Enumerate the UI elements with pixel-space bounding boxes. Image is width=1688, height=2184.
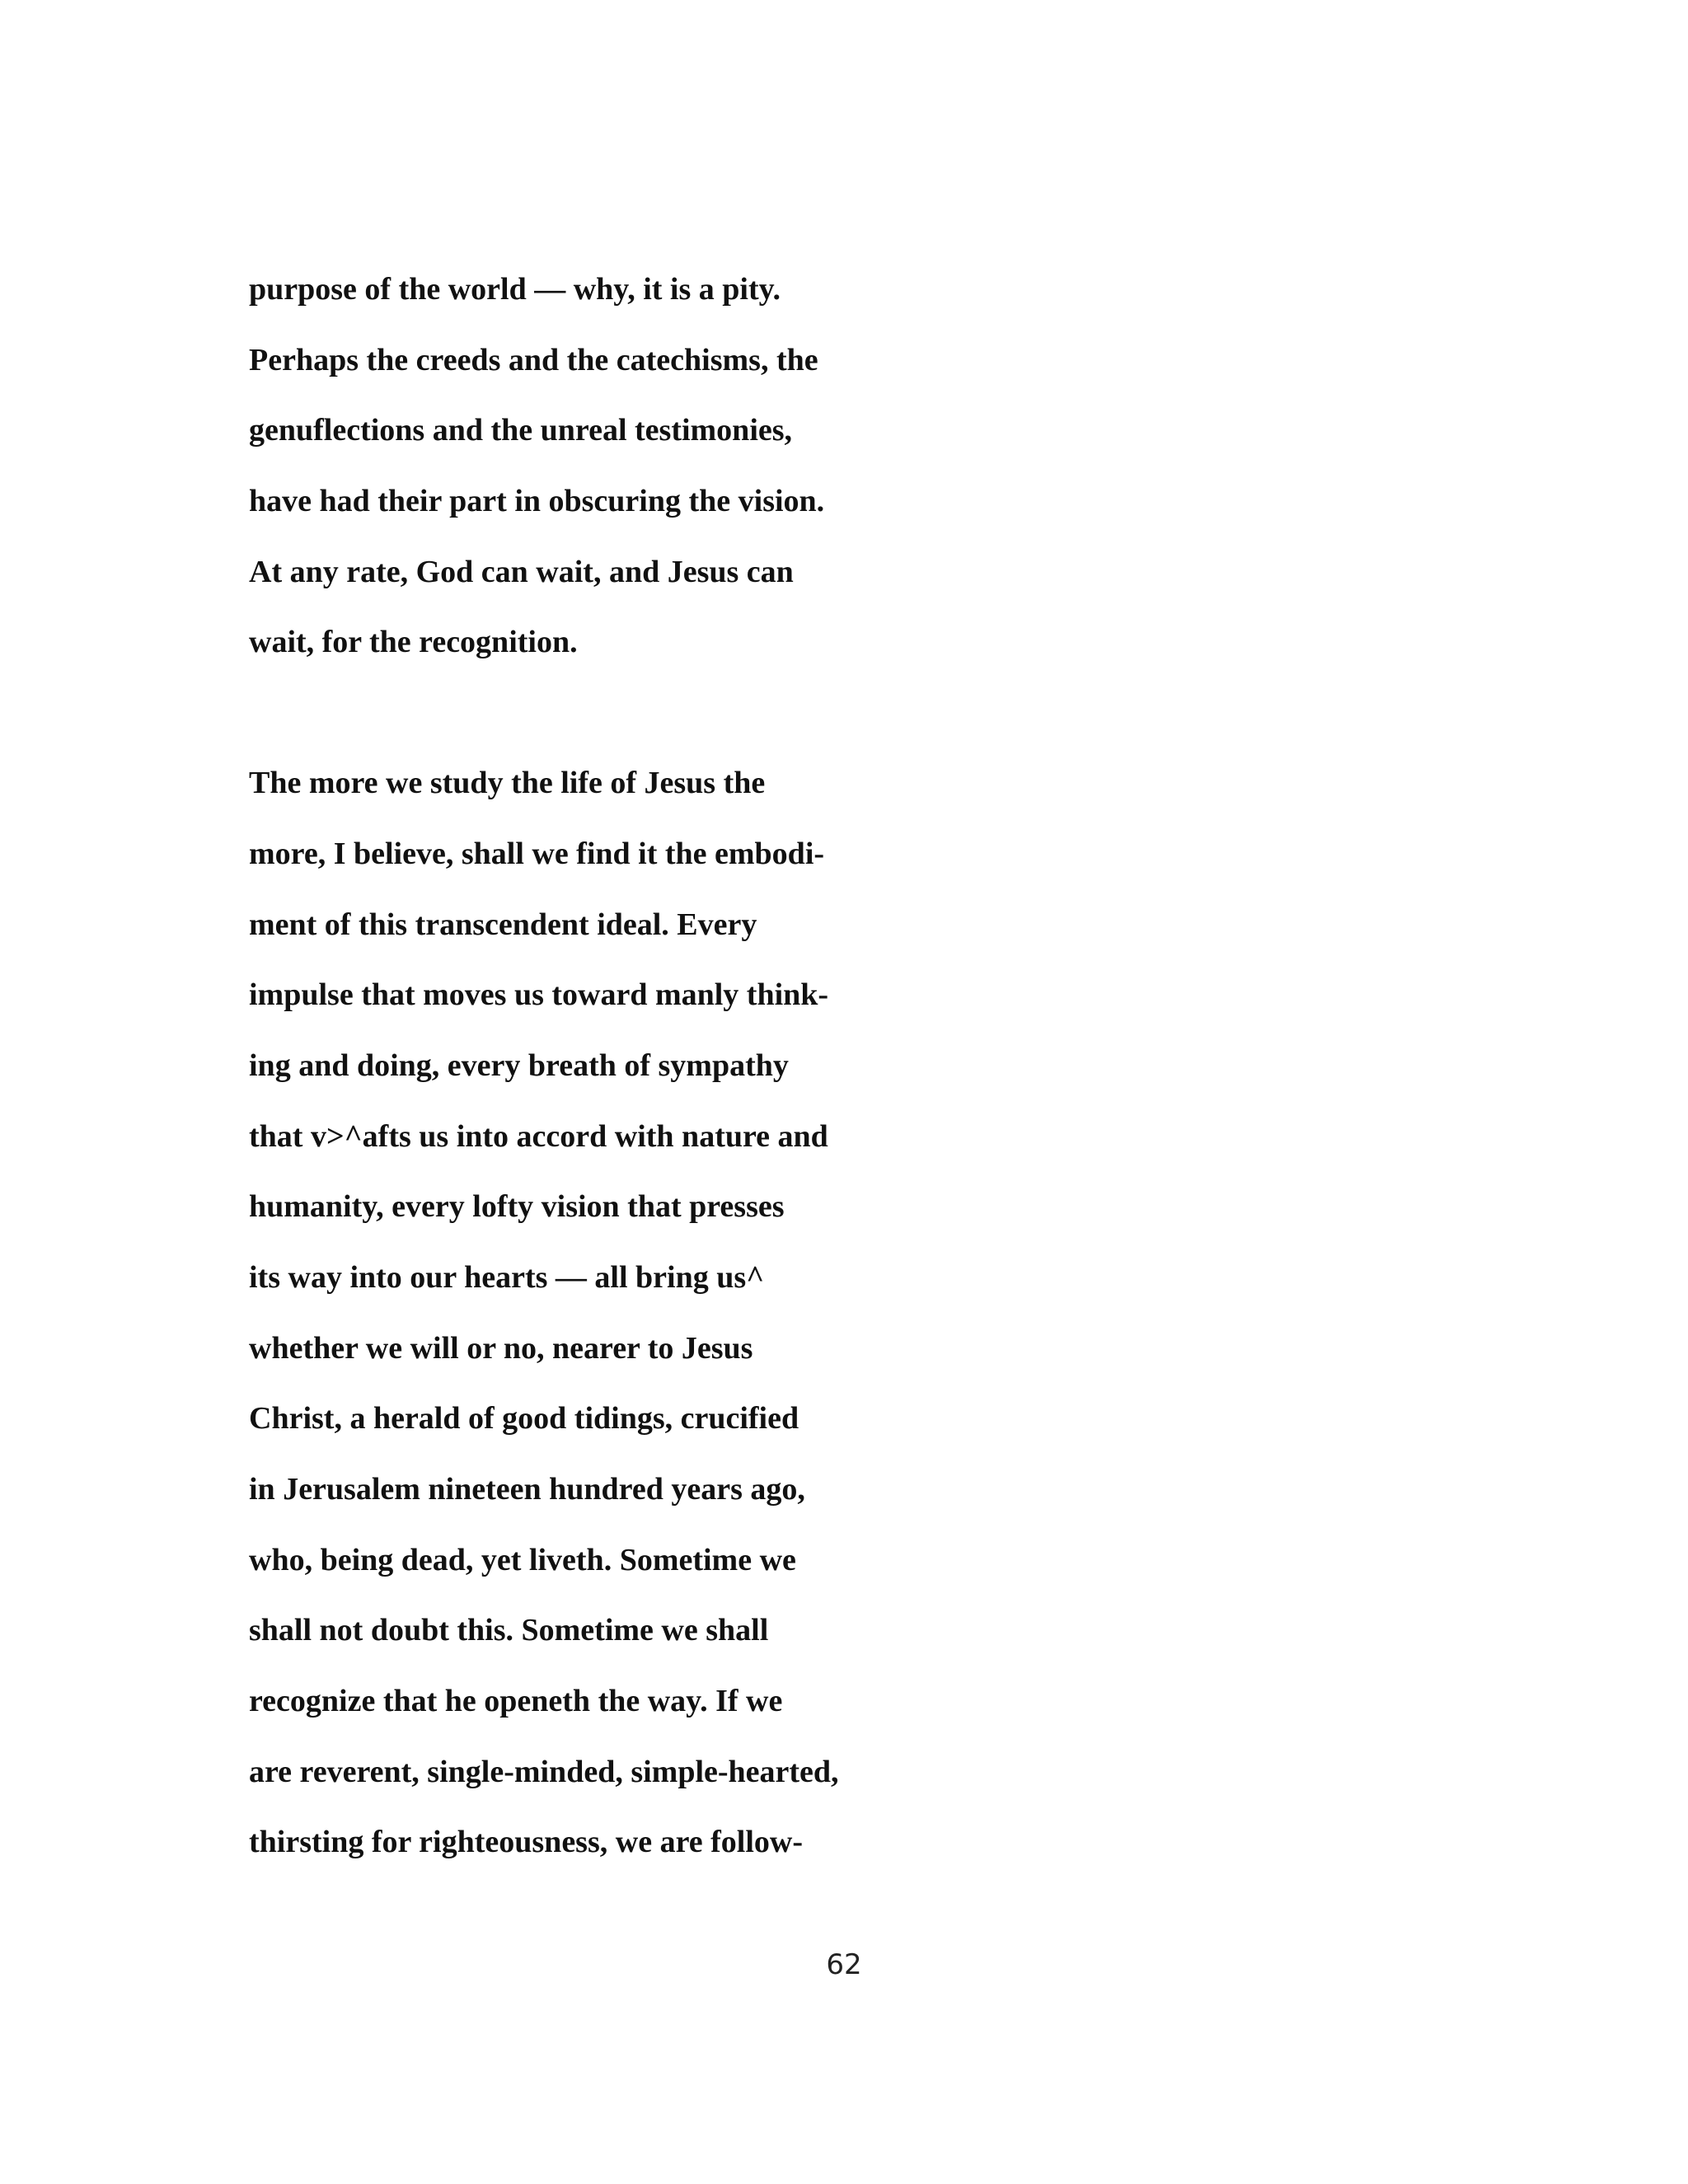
text-line: Perhaps the creeds and the catechisms, the [249,342,818,377]
text-line: wait, for the recognition. [249,625,578,660]
text-line: purpose of the world — why, it is a pity. [249,272,781,307]
text-line: At any rate, God can wait, and Jesus can [249,554,794,589]
page-number [0,1948,1688,1981]
text-line: Christ, a herald of good tidings, crucified [249,1401,799,1436]
text-line: in Jerusalem nineteen hundred years ago, [249,1472,805,1507]
text-line: impulse that moves us toward manly think- [249,977,829,1013]
text-line: are reverent, single-minded, simple-hearted, [249,1754,839,1789]
text-line: The more we study the life of Jesus the [249,766,766,801]
paragraph-break [249,686,1485,756]
paragraph-2 [249,756,1485,1886]
text-line: shall not doubt this. Sometime we shall [249,1613,769,1648]
text-line: whether we will or no, nearer to Jesus [249,1330,753,1366]
text-line: thirsting for righteousness, we are follow- [249,1825,803,1860]
text-line: have had their part in obscuring the vision. [249,484,825,519]
body-text [249,262,1485,1886]
text-line: genuflections and the unreal testimonies, [249,413,793,448]
text-line: ing and doing, every breath of sympathy [249,1047,789,1083]
text-line: that v>^afts us into accord with nature and [249,1118,828,1154]
paragraph-1 [249,262,1485,686]
text-line: more, I believe, shall we find it the embodi- [249,836,825,871]
page-number-label: 62 [826,1948,862,1981]
text-line: who, being dead, yet liveth. Sometime we [249,1542,796,1577]
text-line: ment of this transcendent ideal. Every [249,907,757,942]
text-line: humanity, every lofty vision that presses [249,1189,785,1225]
text-line: its way into our hearts — all bring us^ [249,1259,765,1295]
text-line: recognize that he openeth the way. If we [249,1684,783,1719]
